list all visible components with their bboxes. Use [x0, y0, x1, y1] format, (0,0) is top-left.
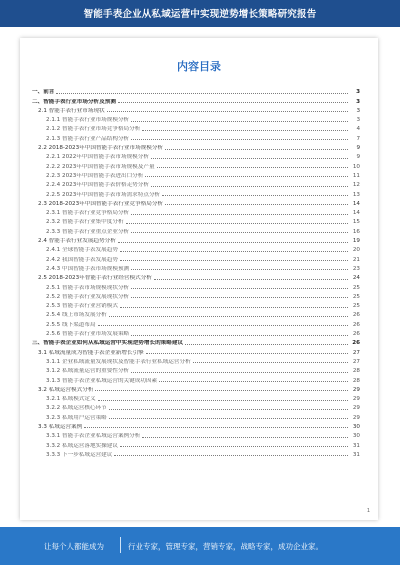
toc-entry-page: 9	[356, 154, 360, 161]
toc-entry-text: 3.2 私域运营模式分析	[38, 386, 94, 393]
toc-leader-dots	[142, 437, 348, 438]
toc-entry[interactable]	[32, 179, 360, 188]
toc-entry-page: 12	[352, 182, 360, 189]
toc-leader-dots	[131, 372, 348, 373]
toc-entry-text: 2.2.1 2022年中国智能手表市场规模分析	[46, 154, 149, 161]
toc-leader-dots	[109, 409, 348, 410]
toc-entry[interactable]	[32, 114, 360, 123]
toc-leader-dots	[151, 158, 348, 159]
toc-entry-text: 2.5.5 线下渠道布局	[46, 321, 96, 328]
toc-leader-dots	[162, 195, 348, 196]
toc-entry-page: 30	[352, 423, 360, 430]
toc-entry-text: 2.3.3 智能手表行业重点企业分析	[46, 228, 130, 235]
toc-entry[interactable]	[32, 95, 360, 104]
toc-leader-dots	[151, 186, 348, 187]
toc-leader-dots	[165, 204, 348, 205]
toc-entry-page: 23	[352, 265, 360, 272]
toc-entry-page: 11	[352, 172, 360, 179]
toc-entry-text: 2.2.3 2023年中国智能手表进出口分析	[46, 172, 144, 179]
toc-leader-dots	[56, 93, 348, 94]
toc-entry-text: 二、智能手表行业市场分析及预测	[32, 98, 116, 105]
toc-entry[interactable]	[32, 123, 360, 132]
toc-entry-text: 2.5 2018-2023年智能手表行业经营模式分析	[38, 275, 152, 282]
toc-leader-dots	[131, 214, 348, 215]
toc-entry-page: 13	[352, 191, 360, 198]
toc-entry[interactable]	[32, 225, 360, 234]
toc-leader-dots	[193, 362, 348, 363]
toc-entry-page: 14	[352, 210, 360, 217]
toc-entry[interactable]	[32, 421, 360, 430]
toc-entry[interactable]	[32, 188, 360, 197]
toc-entry[interactable]	[32, 402, 360, 411]
toc-entry-text: 2.4.2 我国智能手表发展趋势	[46, 256, 118, 263]
toc-leader-dots	[126, 223, 348, 224]
toc-entry-text: 2.1.2 智能手表行业市场竞争格局分析	[46, 126, 141, 133]
toc-entry-text: 2.5.1 智能手表市场规模现状分析	[46, 284, 130, 291]
toc-entry[interactable]	[32, 300, 360, 309]
toc-entry-text: 2.3 2018-2023年中国智能手表行业竞争格局分析	[38, 200, 164, 207]
report-title: 智能手表企业从私域运营中实现逆势增长策略研究报告	[83, 9, 317, 20]
toc-entry[interactable]	[32, 207, 360, 216]
toc-entry-text: 2.5.6 智能手表行业市场发展策略	[46, 331, 130, 338]
toc-entry-text: 2.3.1 智能手表行业竞争格局分析	[46, 210, 130, 217]
toc-leader-dots	[98, 325, 348, 326]
toc-leader-dots	[142, 130, 348, 131]
toc-entry[interactable]	[32, 170, 360, 179]
toc-entry-text: 2.3.2 智能手表行业集中度分析	[46, 219, 124, 226]
toc-entry-text: 2.5.4 线上市场发展分析	[46, 312, 107, 319]
toc-leader-dots	[120, 260, 348, 261]
toc-entry-text: 3.3 私域运营案例	[38, 423, 83, 430]
toc-leader-dots	[118, 102, 348, 103]
toc-leader-dots	[159, 381, 348, 382]
toc-entry[interactable]	[32, 86, 360, 95]
toc-leader-dots	[131, 288, 348, 289]
toc-entry-text: 3.3.1 智能手表企业私域运营案例分析	[46, 433, 141, 440]
toc-leader-dots	[131, 232, 348, 233]
toc-leader-dots	[118, 242, 348, 243]
toc-entry-text: 2.1 智能手表行业市场现状	[38, 107, 105, 114]
toc-entry-page: 21	[352, 256, 360, 263]
toc-entry-text: 3.1.3 智能手表企业私域运营的关键成功因素	[46, 377, 158, 384]
toc-entry-text: 一、前言	[32, 89, 55, 96]
toc-entry-page: 26	[352, 312, 360, 319]
toc-entry[interactable]	[32, 235, 360, 244]
toc-entry[interactable]	[32, 309, 360, 318]
toc-entry[interactable]	[32, 439, 360, 448]
toc-entry-page: 27	[352, 349, 360, 356]
toc-leader-dots	[145, 176, 348, 177]
toc-entry-page: 29	[352, 405, 360, 412]
toc-entry-page: 26	[352, 340, 360, 347]
footer-divider	[120, 537, 121, 553]
toc-entry-page: 3	[356, 117, 360, 124]
toc-entry-page: 15	[352, 219, 360, 226]
toc-entry[interactable]	[32, 151, 360, 160]
toc-entry-text: 3.2.1 私域模式定义	[46, 396, 96, 403]
toc-entry-page: 25	[352, 293, 360, 300]
toc-entry-text: 2.2 2018-2023年中国智能手表行业市场规模分析	[38, 145, 164, 152]
toc-list	[32, 86, 360, 458]
toc-entry[interactable]	[32, 291, 360, 300]
toc-entry[interactable]	[32, 142, 360, 151]
toc-entry[interactable]	[32, 105, 360, 114]
toc-entry[interactable]	[32, 411, 360, 420]
toc-entry-text: 3.1.2 私域流量运营的重要性分析	[46, 368, 130, 375]
toc-entry-page: 3	[356, 98, 360, 105]
toc-entry[interactable]	[32, 272, 360, 281]
toc-entry-page: 27	[352, 358, 360, 365]
toc-entry[interactable]	[32, 132, 360, 141]
toc-leader-dots	[98, 400, 348, 401]
report-header	[0, 0, 400, 27]
footer-tags: 行业专家，管理专家，营销专家，战略专家，成功企业家。	[128, 542, 323, 551]
toc-entry-text: 2.4 智能手表行业发展趋势分析	[38, 238, 116, 245]
toc-heading: 内容目录	[177, 60, 221, 73]
toc-leader-dots	[109, 316, 348, 317]
toc-entry-page: 25	[352, 284, 360, 291]
toc-entry-page: 25	[352, 303, 360, 310]
toc-leader-dots	[165, 149, 348, 150]
toc-leader-dots	[157, 167, 348, 168]
toc-entry-page: 29	[352, 414, 360, 421]
toc-entry-page: 3	[356, 89, 360, 96]
toc-entry[interactable]	[32, 346, 360, 355]
toc-entry-page: 28	[352, 377, 360, 384]
toc-entry[interactable]	[32, 198, 360, 207]
toc-leader-dots	[120, 446, 348, 447]
toc-entry-page: 31	[352, 442, 360, 449]
toc-leader-dots	[84, 427, 348, 428]
toc-leader-dots	[131, 335, 348, 336]
toc-entry-page: 20	[352, 247, 360, 254]
toc-leader-dots	[114, 455, 348, 456]
toc-entry[interactable]	[32, 449, 360, 458]
toc-entry-text: 3.3.2 私域运营落地实操建议	[46, 442, 118, 449]
toc-entry-text: 2.1.1 智能手表行业市场规模分析	[46, 117, 130, 124]
toc-entry[interactable]	[32, 328, 360, 337]
page-number: 1	[366, 508, 370, 514]
toc-entry-text: 2.5.3 智能手表行业营销模式	[46, 303, 118, 310]
toc-leader-dots	[109, 418, 348, 419]
toc-leader-dots	[131, 269, 348, 270]
toc-entry[interactable]	[32, 216, 360, 225]
document-page	[20, 38, 378, 520]
toc-entry[interactable]	[32, 365, 360, 374]
toc-entry-text: 3.3.3 下一步私域运营建议	[46, 451, 113, 458]
toc-entry-text: 2.1.3 智能手表行业产品结构分析	[46, 135, 130, 142]
toc-entry-page: 26	[352, 331, 360, 338]
toc-entry-page: 29	[352, 386, 360, 393]
toc-entry[interactable]	[32, 393, 360, 402]
toc-leader-dots	[131, 139, 348, 140]
toc-entry-page: 30	[352, 433, 360, 440]
toc-entry-page: 9	[356, 145, 360, 152]
toc-entry[interactable]	[32, 263, 360, 272]
toc-entry[interactable]	[32, 374, 360, 383]
toc-entry-page: 28	[352, 368, 360, 375]
toc-entry-page: 10	[352, 163, 360, 170]
toc-entry-text: 2.5.2 智能手表行业发展现状分析	[46, 293, 130, 300]
toc-entry-page: 4	[356, 126, 360, 133]
toc-leader-dots	[107, 111, 348, 112]
toc-entry-text: 3.2.2 私域运营核心环节	[46, 405, 107, 412]
toc-entry-text: 2.4.1 全球智能手表发展趋势	[46, 247, 118, 254]
toc-entry-page: 16	[352, 228, 360, 235]
toc-leader-dots	[95, 390, 348, 391]
toc-entry-text: 2.2.2 2023年中国智能手表市场规模及产量	[46, 163, 155, 170]
toc-entry-text: 3.1 私域流量成为智能手表企业新增长引擎	[38, 349, 144, 356]
toc-leader-dots	[120, 251, 348, 252]
toc-entry[interactable]	[32, 318, 360, 327]
toc-entry[interactable]	[32, 160, 360, 169]
toc-entry-page: 7	[356, 135, 360, 142]
toc-entry-page: 14	[352, 200, 360, 207]
toc-leader-dots	[120, 307, 348, 308]
toc-entry[interactable]	[32, 281, 360, 290]
toc-entry[interactable]	[32, 244, 360, 253]
toc-leader-dots	[154, 279, 348, 280]
toc-entry-text: 2.2.4 2023年中国智能手表价格走势分析	[46, 182, 149, 189]
toc-entry[interactable]	[32, 253, 360, 262]
toc-entry[interactable]	[32, 384, 360, 393]
toc-entry-page: 19	[352, 238, 360, 245]
toc-leader-dots	[146, 353, 348, 354]
toc-leader-dots	[185, 344, 348, 345]
toc-entry-page: 29	[352, 396, 360, 403]
toc-entry[interactable]	[32, 430, 360, 439]
toc-entry[interactable]	[32, 356, 360, 365]
footer-banner	[0, 527, 400, 565]
toc-entry-text: 三、智能手表企业如何从私域运营中实现逆势增长的策略建议	[32, 340, 184, 347]
toc-entry-page: 3	[356, 107, 360, 114]
toc-entry-text: 2.4.3 中国智能手表市场规模预测	[46, 265, 130, 272]
toc-entry-page: 26	[352, 321, 360, 328]
footer-slogan: 让每个人都能成为	[44, 542, 104, 551]
toc-entry-page: 31	[352, 451, 360, 458]
toc-leader-dots	[131, 121, 348, 122]
toc-entry-text: 3.1.1 企业私域流量发展现状及智能手表行业私域运营分析	[46, 358, 191, 365]
toc-entry-text: 2.2.5 2023年中国智能手表市场需求特点分析	[46, 191, 161, 198]
toc-leader-dots	[131, 297, 348, 298]
toc-entry-page: 24	[352, 275, 360, 282]
toc-entry-text: 3.2.3 私域用户运营策略	[46, 414, 107, 421]
toc-entry[interactable]	[32, 337, 360, 346]
